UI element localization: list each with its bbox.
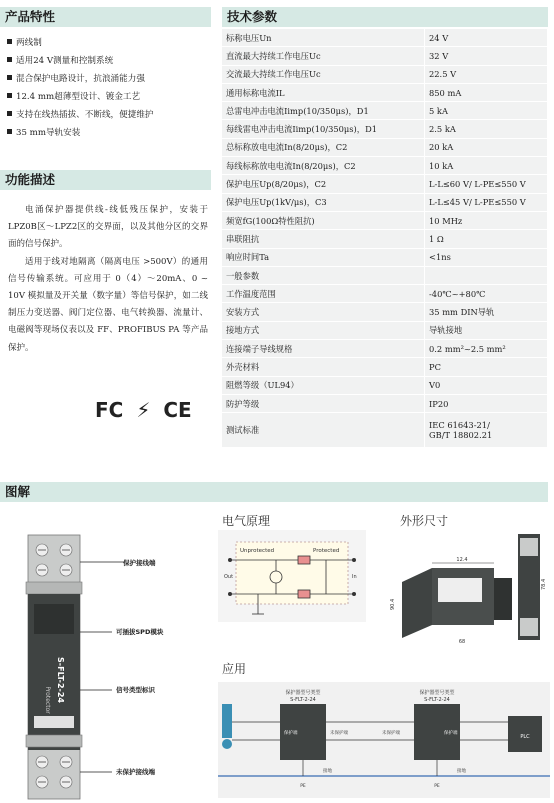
spec-row	[222, 394, 548, 412]
spec-key: 每线雷电冲击电流Iimp(10/350μs)，D1	[222, 120, 425, 138]
app-unprotected-label-2: 未保护端	[382, 731, 400, 736]
function-header: 功能描述	[0, 170, 211, 190]
list-item: 35 mm导轨安装	[7, 124, 212, 142]
spec-key: 频宽fG(100Ω特性阻抗)	[222, 211, 425, 229]
spec-key: 阻燃等级（UL94）	[222, 376, 425, 394]
spec-value: 2.5 kA	[425, 120, 548, 138]
spec-row	[222, 340, 548, 358]
spec-value: V0	[425, 376, 548, 394]
app-plc-label: PLC	[520, 734, 530, 740]
list-item: 适用24 V测量和控制系统	[7, 52, 212, 70]
spec-key: 保护电压Up(1kV/μs)，C3	[222, 193, 425, 211]
dim-depth: 68	[458, 639, 466, 645]
dim-width: 12.4	[456, 557, 468, 563]
dim-body-height: 78.4	[541, 578, 547, 590]
spec-value: 22.5 V	[425, 65, 548, 83]
list-item: 支持在线热插拔、不断线，便捷维护	[7, 106, 212, 124]
spec-row	[222, 248, 548, 266]
dimension-drawing	[382, 530, 548, 648]
spec-row	[222, 175, 548, 193]
fcc-icon: FC	[95, 398, 124, 422]
spec-table	[222, 29, 548, 448]
app-ground-label-2: 接地	[457, 769, 466, 774]
diagram-header: 图解	[0, 482, 548, 502]
callout-pluggable-module: 可插拔SPD模块	[116, 628, 164, 636]
spec-row	[222, 65, 548, 83]
app-pe-label-2: PE	[434, 784, 440, 789]
spec-row	[222, 358, 548, 376]
spec-row	[222, 47, 548, 65]
spec-value: L-L≤60 V/ L-PE≤550 V	[425, 175, 548, 193]
test-standard-line: IEC 61643-21/	[429, 420, 490, 431]
paragraph: 适用于线对地隔离（隔离电压 >500V）的通用信号传输系统。可应用于 0（4）～20mA、0 ~ 10V 模拟量及开关量（数字量）等信号保护，如二线制压力变送器、阀门定位器、电气转换器、流量计、电磁阀等现场仪表以及 FF、PROFIBUS PA 等产品保护。	[8, 256, 208, 353]
spec-key: 外壳材料	[222, 358, 425, 376]
function-description	[8, 202, 208, 357]
features-header: 产品特性	[0, 7, 211, 27]
list-item: 混合保护电路设计，抗浪涌能力强	[7, 70, 212, 88]
app-device-label-2: 保护器型号类型	[419, 690, 455, 696]
spec-key: 测试标准	[222, 413, 425, 448]
spec-row	[222, 321, 548, 339]
dim-height: 90.4	[390, 598, 396, 610]
spec-key: 直流最大持续工作电压Uc	[222, 47, 425, 65]
spec-key: 响应时间Ta	[222, 248, 425, 266]
spec-value: IP20	[425, 394, 548, 412]
schematic-protected-label: Protected	[313, 548, 340, 554]
spec-value: <1ns	[425, 248, 548, 266]
list-item: 12.4 mm超薄型设计、镀金工艺	[7, 88, 212, 106]
spec-value: 850 mA	[425, 83, 548, 101]
spec-value: -40℃~+80℃	[425, 285, 548, 303]
spec-value	[425, 266, 548, 284]
spec-row	[222, 303, 548, 321]
spec-row	[222, 102, 548, 120]
app-device-model-2: S-FLT-2-24	[424, 697, 450, 703]
spec-row	[222, 138, 548, 156]
spec-value	[425, 413, 548, 448]
spec-value: PC	[425, 358, 548, 376]
spec-key: 安装方式	[222, 303, 425, 321]
spec-key: 一般参数	[222, 266, 425, 284]
spec-row	[222, 211, 548, 229]
spec-key: 标称电压Un	[222, 29, 425, 47]
spec-key: 连接端子导线规格	[222, 340, 425, 358]
spec-key: 串联阻抗	[222, 230, 425, 248]
spec-value: 5 kA	[425, 102, 548, 120]
features-list	[7, 34, 212, 142]
spec-key: 每线标称放电电流In(8/20μs)，C2	[222, 157, 425, 175]
certification-marks	[95, 398, 198, 422]
schematic-title: 电气原理	[222, 514, 271, 528]
spec-row	[222, 157, 548, 175]
list-item: 两线制	[7, 34, 212, 52]
spec-key: 总标称放电电流In(8/20μs)，C2	[222, 138, 425, 156]
spec-value: 24 V	[425, 29, 548, 47]
callout-protected-terminal: 保护接线端	[123, 559, 156, 567]
app-device-model-1: S-FLT-2-24	[290, 697, 316, 703]
app-pe-label-1: PE	[300, 784, 306, 789]
spec-value: 10 kA	[425, 157, 548, 175]
app-protected-label-1: 保护端	[284, 731, 298, 736]
spec-row	[222, 230, 548, 248]
spec-key: 交流最大持续工作电压Uc	[222, 65, 425, 83]
spec-key: 保护电压Up(8/20μs)，C2	[222, 175, 425, 193]
spec-row	[222, 193, 548, 211]
spec-row	[222, 376, 548, 394]
app-protected-label-2: 保护端	[444, 731, 458, 736]
spec-value: 35 mm DIN导轨	[425, 303, 548, 321]
spec-value: L-L≤45 V/ L-PE≤550 V	[425, 193, 548, 211]
app-unprotected-label-1: 未保护端	[330, 731, 348, 736]
schematic-in-label: In	[352, 574, 357, 580]
spec-key: 总雷电冲击电流Iimp(10/350μs)，D1	[222, 102, 425, 120]
spec-value: 10 MHz	[425, 211, 548, 229]
device-brand-label: Protector	[44, 686, 51, 714]
application-title: 应用	[222, 662, 247, 676]
specs-header: 技术参数	[222, 7, 548, 27]
device-model-label: S-FLT-2-24	[56, 657, 65, 703]
ce-icon: CE	[163, 398, 192, 422]
ground-symbol-icon: ⚡	[136, 398, 151, 422]
app-ground-label-1: 接地	[323, 769, 332, 774]
spec-row	[222, 83, 548, 101]
spec-value: 导轨接地	[425, 321, 548, 339]
spec-row	[222, 29, 548, 47]
dimension-title: 外形尺寸	[400, 514, 449, 528]
spec-row	[222, 285, 548, 303]
spec-row	[222, 266, 548, 284]
spec-value: 32 V	[425, 47, 548, 65]
app-device-label-1: 保护器型号类型	[285, 690, 321, 696]
test-standard-line: GB/T 18802.21	[429, 430, 493, 441]
schematic-out-label: Out	[224, 574, 234, 580]
schematic-unprotected-label: Unprotected	[240, 548, 275, 554]
callout-signal-type-label: 信号类型标识	[116, 686, 155, 694]
callout-unprotected-terminal: 未保护接线端	[116, 768, 155, 776]
application-diagram	[218, 682, 550, 798]
spec-key: 通用标称电流IL	[222, 83, 425, 101]
schematic-diagram	[218, 530, 366, 622]
spec-value: 0.2 mm²~2.5 mm²	[425, 340, 548, 358]
spec-key: 工作温度范围	[222, 285, 425, 303]
spec-key: 接地方式	[222, 321, 425, 339]
paragraph: 电涌保护器提供线-线低残压保护，安装于LPZ0B区～LPZ2区的交界面，以及其他分区的交界面的信号保护。	[8, 205, 208, 250]
spec-value: 1 Ω	[425, 230, 548, 248]
device-drawing	[20, 530, 210, 802]
spec-row	[222, 413, 548, 448]
spec-row	[222, 120, 548, 138]
spec-key: 防护等级	[222, 394, 425, 412]
spec-value: 20 kA	[425, 138, 548, 156]
